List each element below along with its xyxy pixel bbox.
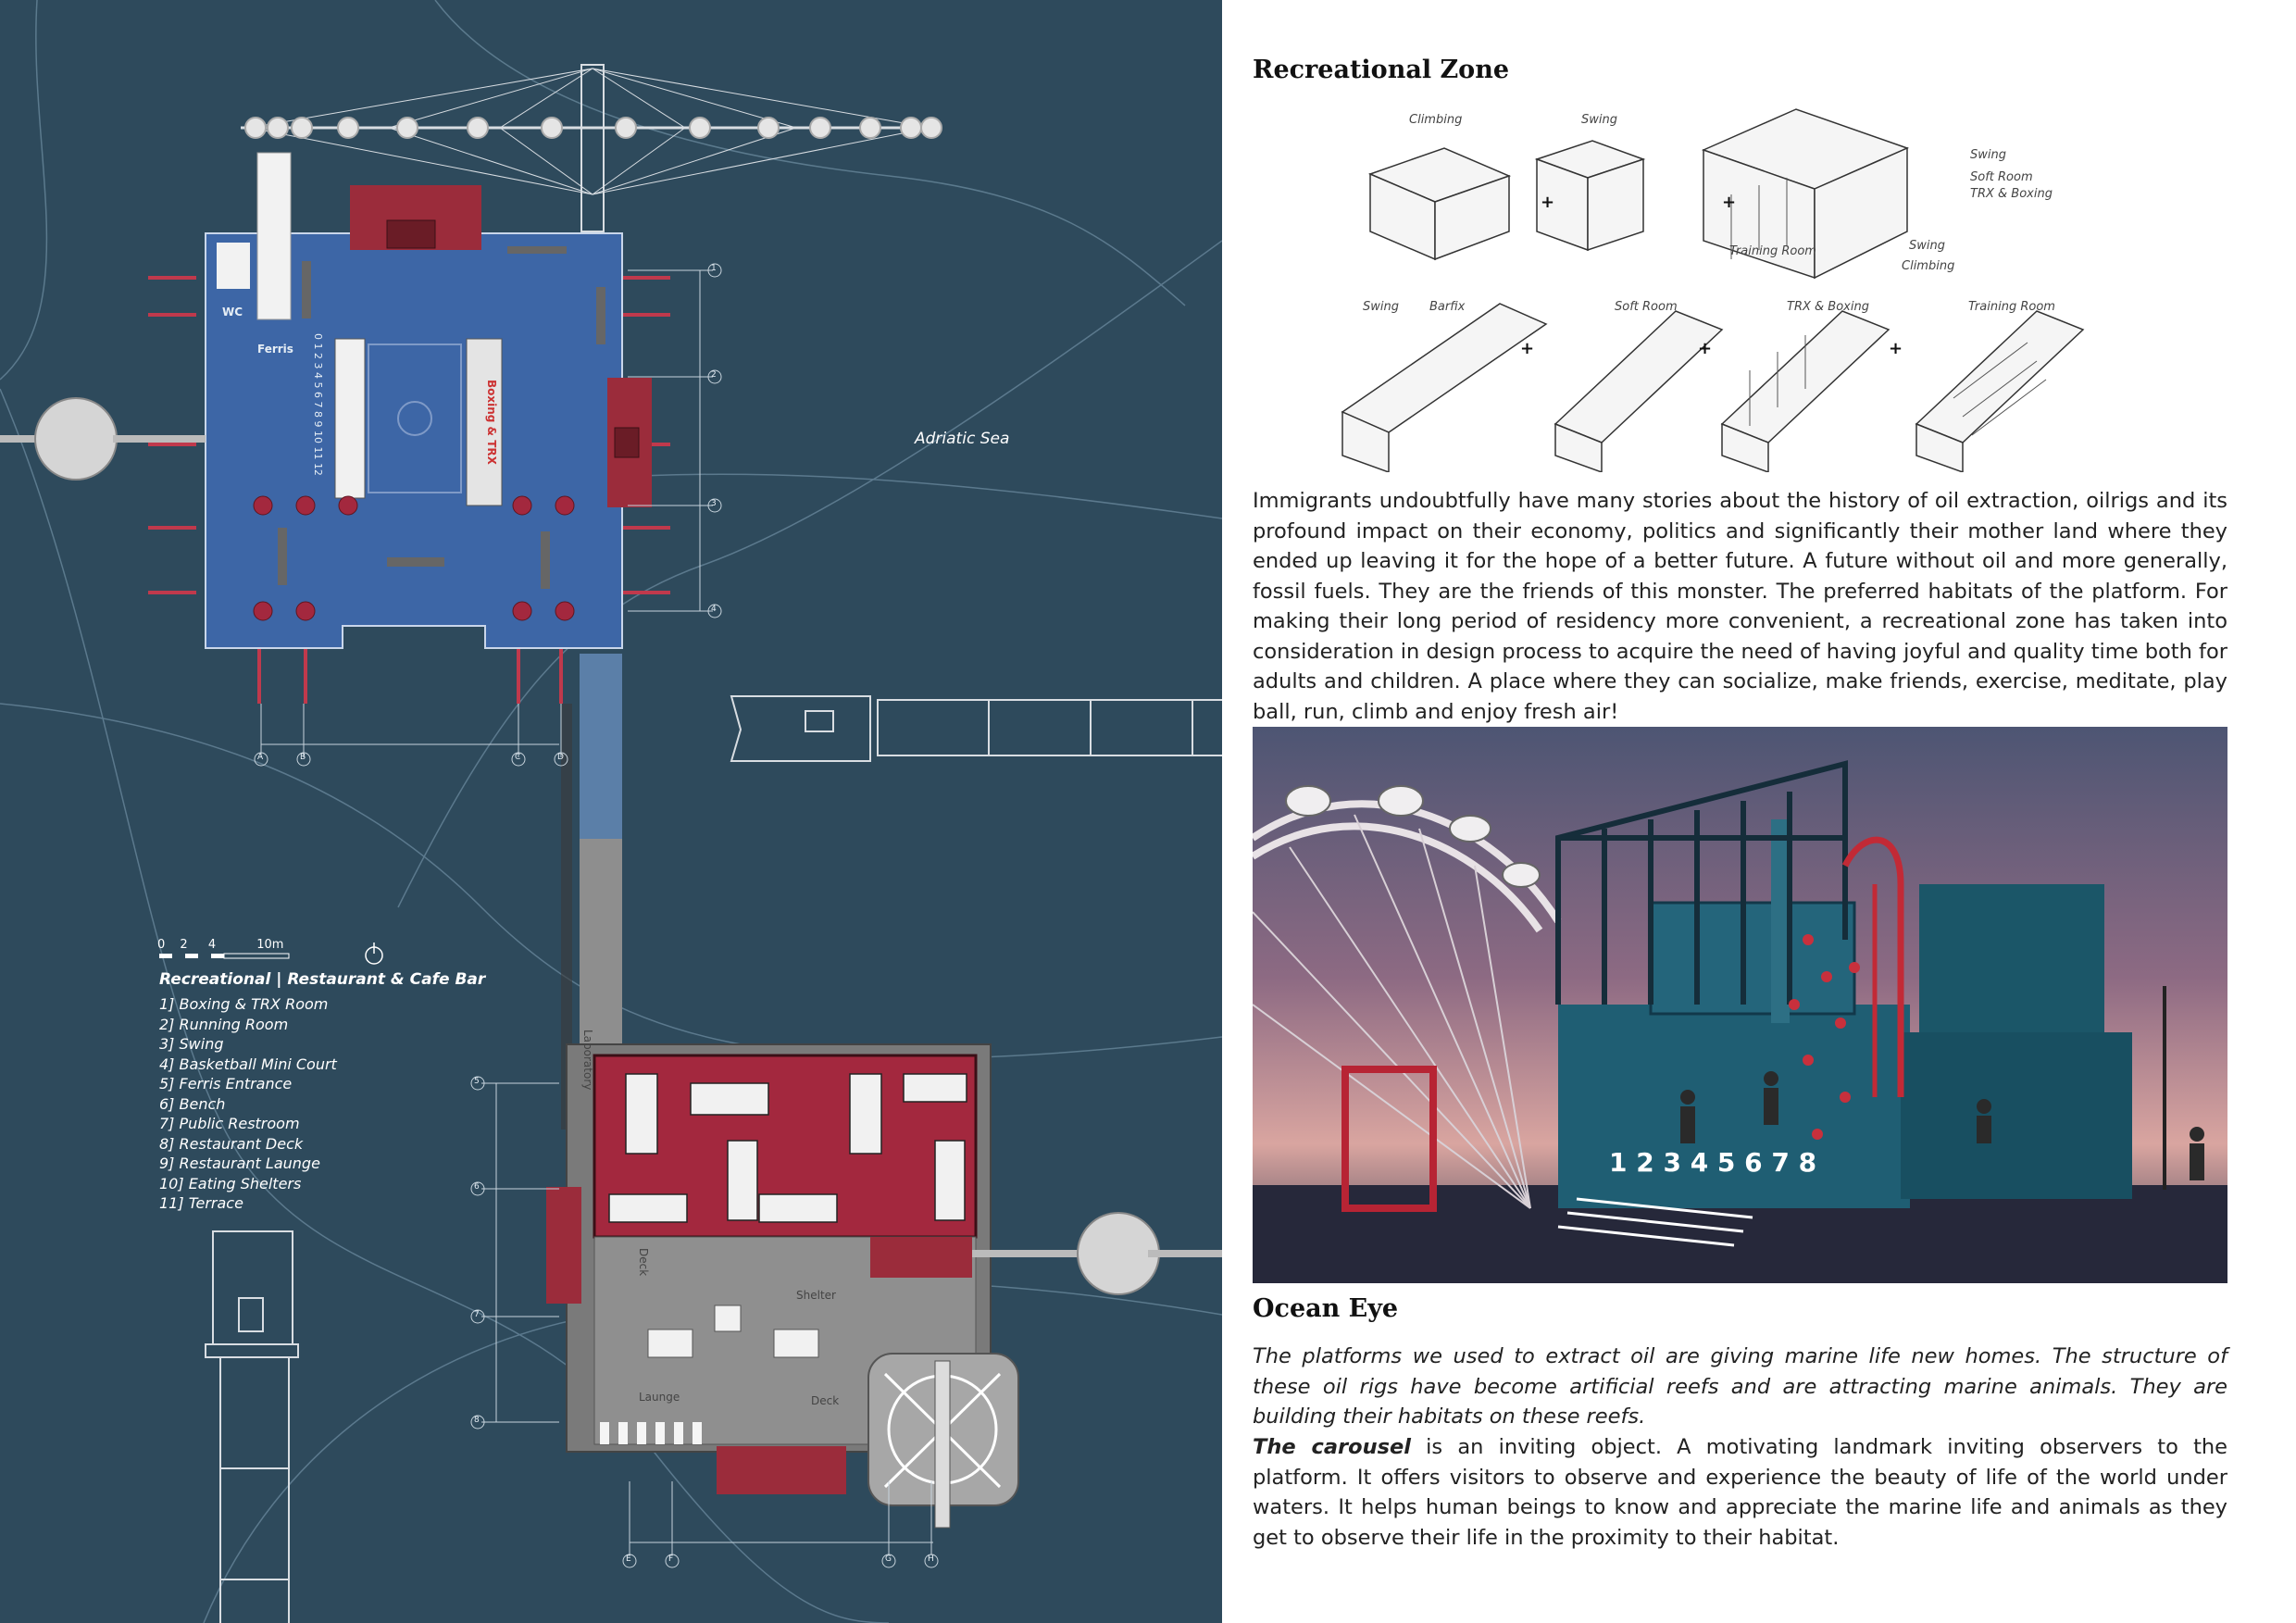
legend-item: 5] Ferris Entrance — [159, 1075, 293, 1092]
scale-label-4: 4 — [207, 938, 217, 952]
bridge-gray — [580, 839, 622, 1052]
bridge-blue — [580, 654, 622, 839]
label-trx-right: TRX & Boxing — [1970, 187, 2053, 201]
scale-label-10m: 10m — [256, 938, 284, 952]
label-climbing: Climbing — [1409, 113, 1463, 127]
legend-title: Recreational | Restaurant & Cafe Bar — [159, 970, 486, 989]
plan-legend — [159, 970, 485, 1214]
label-launge: Launge — [639, 1391, 680, 1404]
grid-label-8: 8 — [474, 1416, 480, 1425]
label-swing-2: Swing — [1363, 300, 1399, 314]
grid-label-7: 7 — [474, 1310, 480, 1319]
carousel-lead: The carousel — [1253, 1435, 1411, 1459]
scale-label-2: 2 — [180, 938, 188, 952]
label-ferris: Ferris — [257, 343, 293, 356]
ship-lower — [206, 1231, 298, 1623]
label-shelter: Shelter — [796, 1289, 836, 1302]
plus-sign: + — [1722, 193, 1737, 212]
legend-item: 4] Basketball Mini Court — [159, 1055, 337, 1073]
legend-item: 3] Swing — [159, 1035, 224, 1053]
grid-label-4: 4 — [711, 605, 717, 614]
label-deck-1: Deck — [637, 1248, 650, 1277]
label-soft-room-right: Soft Room — [1970, 170, 2033, 184]
label-swing-right: Swing — [1970, 148, 2006, 162]
legend-item: 9] Restaurant Launge — [159, 1155, 320, 1172]
recreational-platform — [206, 153, 652, 648]
grid-label-3: 3 — [711, 499, 717, 508]
legend-item: 6] Bench — [159, 1094, 226, 1113]
legend-item: 1] Boxing & TRX Room — [159, 995, 329, 1013]
grid-label-D: D — [557, 753, 564, 762]
label-training-room: Training Room — [1729, 244, 1816, 258]
grid-label-B: B — [300, 753, 306, 762]
restaurant-platform — [546, 1044, 1018, 1528]
legend-item: 7] Public Restroom — [159, 1115, 300, 1132]
label-deck-2: Deck — [811, 1394, 840, 1407]
svg-text:+: + — [1520, 339, 1535, 358]
render-image — [1253, 727, 2227, 1283]
ferris-wheel — [241, 65, 942, 231]
carousel-text: is an inviting object. A motivating landmark inviting observers to the platform. It offers visitors to observe and experience the beauty of life of the world under waters. It helps human beings to know and appreciate the marine life and animals as they get to observe their life in the proximity to their habitat. — [1253, 1435, 2227, 1550]
grid-label-F: F — [668, 1554, 674, 1564]
grid-label-H: H — [928, 1554, 934, 1564]
right-anchor — [972, 1213, 1222, 1294]
grid-label-C: C — [515, 753, 521, 762]
ocean-eye-paragraph — [1253, 1432, 2227, 1553]
sea-label: Adriatic Sea — [915, 430, 1010, 448]
label-climbing-bottom: Climbing — [1902, 259, 1955, 273]
svg-text:+: + — [1541, 193, 1555, 212]
label-swing-bottom: Swing — [1909, 239, 1945, 253]
ocean-eye-italic-paragraph: The platforms we used to extract oil are giving marine life new homes. The structure of these oil rigs have become artificial reefs and are attracting marine animals. They are building their habitats on these reefs. — [1253, 1344, 2227, 1429]
running-lane-numbers: 1 2 3 4 5 6 7 8 — [1609, 1147, 1817, 1178]
legend-item: 11] Terrace — [159, 1194, 243, 1212]
ship-top — [731, 696, 1222, 761]
grid-label-6: 6 — [474, 1182, 480, 1192]
scale-labels — [157, 938, 283, 952]
legend-item: 8] Restaurant Deck — [159, 1134, 304, 1153]
isometric-diagrams — [1315, 93, 2148, 472]
label-barfix: Barfix — [1429, 300, 1466, 314]
recreational-paragraph: Immigrants undoubtfully have many stories about the history of oil extraction, oilrigs and its profound impact on their economy, politics and significantly their mother land where they ended up leaving it for the hope of a better future. A future without oil and more generally, fossil fuels. They are the friends of this monster. The preferred habitats of the platform. For making their long period of residency more convenient, a recreational zone has taken into consideration in design process to acquire the need of having joyful and quality time both for adults and children. A place where they can socialize, make friends, exercise, meditate, play ball, run, climb and enjoy fresh air! — [1253, 489, 2227, 724]
label-wc: WC — [222, 306, 243, 318]
label-soft-room: Soft Room — [1615, 300, 1678, 314]
grid-label-G: G — [885, 1554, 892, 1564]
svg-text:+: + — [1698, 339, 1713, 358]
grid-label-A: A — [257, 753, 264, 762]
legend-item: 2] Running Room — [159, 1015, 289, 1033]
legend-item: 10] Eating Shelters — [159, 1174, 302, 1192]
grid-label-1: 1 — [711, 264, 717, 273]
grid-label-5: 5 — [474, 1077, 480, 1086]
label-trx: TRX & Boxing — [1787, 300, 1869, 314]
label-swing: Swing — [1581, 113, 1617, 127]
grid-label-E: E — [626, 1554, 631, 1564]
label-training-room-2: Training Room — [1968, 300, 2055, 314]
label-boxing: Boxing & TRX — [485, 380, 498, 465]
render-illustration — [1253, 727, 2227, 1283]
label-laboratory: Laboratory — [581, 1030, 594, 1091]
svg-text:+: + — [1889, 339, 1903, 358]
recreational-zone-title: Recreational Zone — [1253, 56, 1510, 84]
label-track-numbers: 0 1 2 3 4 5 6 7 8 9 10 11 12 — [312, 333, 324, 476]
scale-label-0: 0 — [157, 938, 166, 952]
ocean-eye-title: Ocean Eye — [1253, 1294, 1399, 1323]
grid-label-2: 2 — [711, 370, 717, 380]
